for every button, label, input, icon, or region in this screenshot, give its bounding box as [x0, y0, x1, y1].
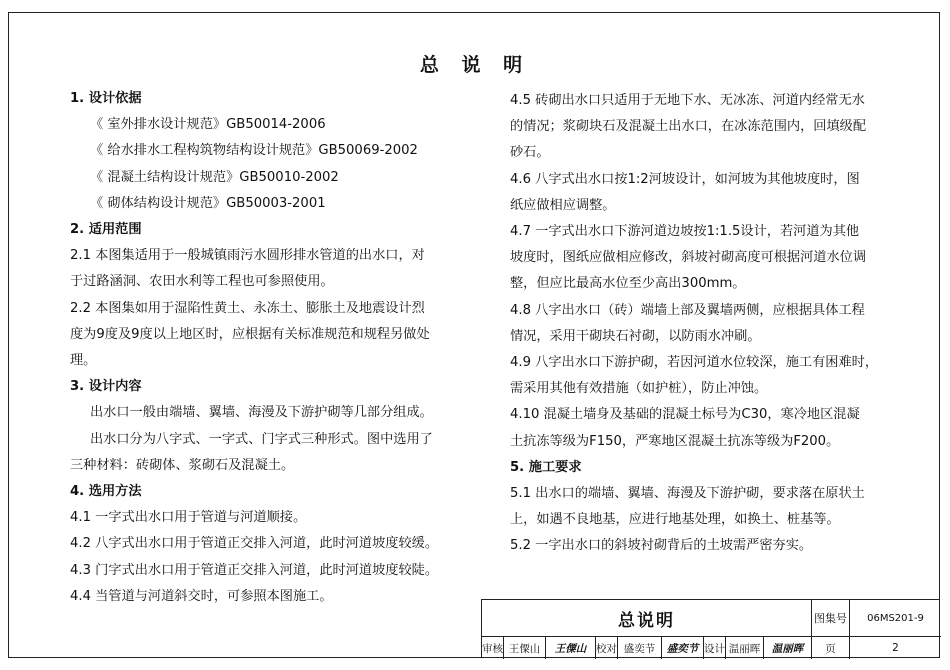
right-line: 5.1 出水口的端墙、翼墙、海漫及下游护砌，要求落在原状土 — [510, 486, 865, 502]
review-label: 审核 — [482, 637, 504, 659]
right-line: 需采用其他有效措施（如护桩），防止冲蚀。 — [510, 381, 768, 397]
left-line: 出水口一般由端墙、翼墙、海漫及下游护砌等几部分组成。 — [90, 405, 433, 421]
left-line: 《 室外排水设计规范》GB50014-2006 — [90, 117, 326, 133]
right-column — [510, 88, 890, 560]
checker-signature: 盛奕节 — [662, 637, 704, 659]
left-line: 理。 — [70, 353, 97, 369]
left-line: 于过路涵洞、农田水利等工程也可参照使用。 — [70, 274, 334, 290]
left-line: 3. 设计内容 — [70, 379, 142, 395]
right-line: 4.5 砖砌出水口只适用于无地下水、无冰冻、河道内经常无水 — [510, 93, 865, 108]
right-line: 纸应做相应调整。 — [510, 197, 616, 213]
left-column — [70, 86, 450, 610]
left-line: 4. 选用方法 — [70, 484, 142, 500]
left-line: 2. 适用范围 — [70, 222, 142, 238]
right-line: 坡度时，图纸应做相应修改，斜坡衬砌高度可根据河道水位调 — [510, 250, 867, 266]
checker-name: 盛奕节 — [618, 637, 662, 659]
drawing-name: 总说明 — [482, 600, 812, 637]
left-line: 2.1 本图集适用于一般城镇雨污水圆形排水管道的出水口，对 — [70, 248, 425, 264]
designer-signature: 温丽晖 — [764, 637, 812, 659]
right-line: 5.2 一字出水口的斜坡衬砌背后的土坡需严密夯实。 — [510, 538, 813, 554]
right-line: 的情况；浆砌块石及混凝土出水口，在冰冻范围内，回填级配 — [510, 119, 867, 135]
right-line: 上，如遇不良地基，应进行地基处理，如换土、桩基等。 — [510, 512, 840, 528]
reviewer-signature: 王僳山 — [546, 637, 596, 659]
left-line: 《 砌体结构设计规范》GB50003-2001 — [90, 195, 326, 211]
check-label: 校对 — [596, 637, 618, 659]
page-label: 页 — [812, 637, 850, 659]
right-line: 5. 施工要求 — [510, 459, 582, 475]
right-line: 4.10 混凝土墙身及基础的混凝土标号为C30，寒冷地区混凝 — [510, 407, 860, 423]
left-line: 1. 设计依据 — [70, 91, 142, 106]
right-line: 情况，采用干砌块石衬砌，以防雨水冲刷。 — [510, 328, 761, 344]
atlas-number: 06MS201-9 — [850, 600, 941, 637]
page-title: 总 说 明 — [419, 54, 531, 76]
left-line: 《 给水排水工程构筑物结构设计规范》GB50069-2002 — [90, 143, 418, 159]
left-line: 出水口分为八字式、一字式、门字式三种形式。图中选用了 — [90, 431, 433, 447]
right-line: 整，但应比最高水位至少高出300mm。 — [510, 276, 746, 292]
left-line: 《 混凝土结构设计规范》GB50010-2002 — [90, 169, 339, 185]
page-number: 2 — [892, 642, 899, 654]
right-line: 4.6 八字式出水口按1:2河坡设计，如河坡为其他坡度时，图 — [510, 171, 860, 187]
right-line: 砂石。 — [510, 145, 550, 161]
left-line: 4.1 一字式出水口用于管道与河道顺接。 — [70, 510, 307, 526]
left-line: 三种材料：砖砌体、浆砌石及混凝土。 — [70, 457, 295, 473]
left-line: 4.4 当管道与河道斜交时，可参照本图施工。 — [70, 588, 333, 604]
atlas-label: 图集号 — [812, 600, 850, 637]
right-line: 4.8 八字出水口（砖）端墙上部及翼墙两侧，应根据具体工程 — [510, 302, 865, 318]
right-line: 土抗冻等级为F150，严寒地区混凝土抗冻等级为F200。 — [510, 433, 840, 449]
design-label: 设计 — [704, 637, 726, 659]
reviewer-name: 王僳山 — [504, 637, 546, 659]
left-line: 2.2 本图集如用于湿陷性黄土、永冻土、膨胀土及地震设计烈 — [70, 300, 425, 316]
left-line: 4.2 八字式出水口用于管道正交排入河道，此时河道坡度较缓。 — [70, 536, 439, 552]
left-line: 度为9度及9度以上地区时，应根据有关标准规范和规程另做处 — [70, 326, 430, 342]
right-line: 4.9 八字出水口下游护砌，若因河道水位较深，施工有困难时， — [510, 355, 879, 371]
title-block — [481, 599, 940, 658]
right-line: 4.7 一字式出水口下游河道边坡按1:1.5设计，若河道为其他 — [510, 224, 860, 240]
left-line: 4.3 门字式出水口用于管道正交排入河道，此时河道坡度较陡。 — [70, 562, 439, 578]
designer-name: 温丽晖 — [726, 637, 764, 659]
